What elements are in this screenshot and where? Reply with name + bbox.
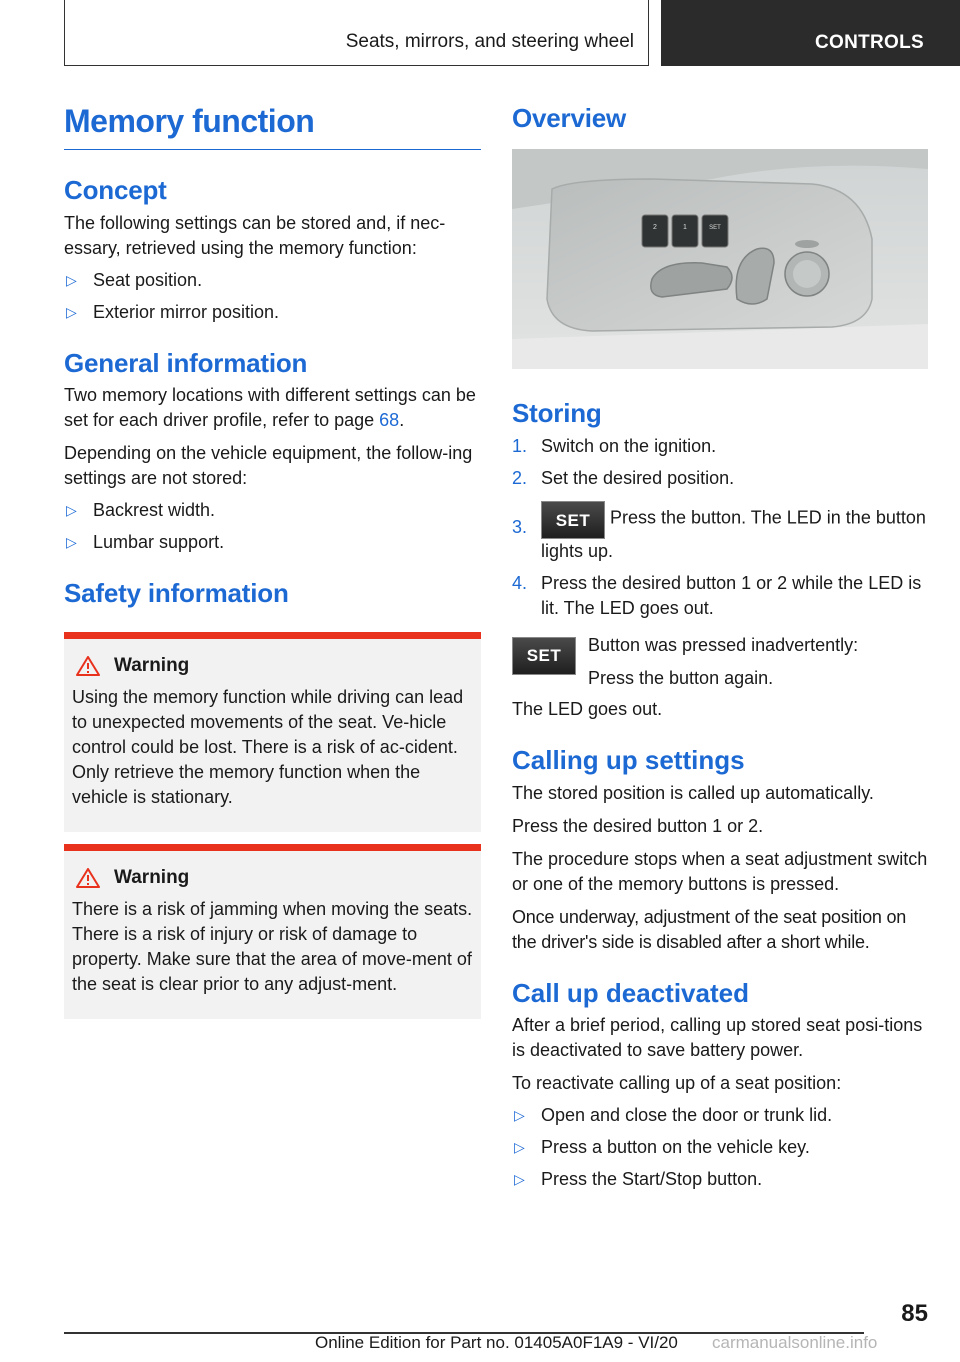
header-chapter-title: CONTROLS — [815, 32, 925, 53]
warning-box — [64, 844, 481, 1019]
calling-p1: The stored position is called up automatically. — [512, 782, 874, 803]
list-item: ▷ Backrest width. — [64, 498, 481, 523]
storing-steps — [512, 434, 928, 621]
header-section-title: Seats, mirrors, and steering wheel — [345, 31, 634, 52]
triangle-bullet-icon: ▷ — [66, 534, 77, 551]
warning-box — [64, 632, 481, 832]
left-column — [64, 98, 481, 1019]
calling-p4: Once underway, adjustment of the seat position on the driver's side is disabled after a short while. — [512, 906, 907, 952]
set-button-icon: SET — [541, 501, 605, 539]
deactivated-list — [512, 1103, 928, 1192]
triangle-bullet-icon: ▷ — [514, 1107, 525, 1124]
list-item: 4. Press the desired button 1 or 2 while the LED is lit. The LED goes out. — [512, 573, 922, 619]
deactivated-p2: To reactivate calling up of a seat position: — [512, 1073, 842, 1094]
storing-heading: Storing — [512, 397, 602, 428]
warning-label: Warning — [114, 654, 190, 676]
photo-button-1: 1 — [683, 223, 687, 231]
edition-text: Online Edition for Part no. 01405A0F1A9 - VI/20 — [315, 1333, 678, 1352]
list-item: 2. Set the desired position. — [512, 468, 735, 489]
warning-text: Using the memory function while driving can lead to unexpected movements of the seat. Ve-hicle control could be lost. There is a risk of ac-cident. Only retrieve the memory function when the vehicle is stationary. — [72, 686, 464, 807]
calling-heading: Calling up settings — [512, 745, 745, 776]
note-pressed: Button was pressed inadvertently: — [588, 635, 859, 656]
photo-button-2: 2 — [653, 223, 657, 231]
warning-header — [72, 655, 473, 677]
page-link[interactable]: 68 — [379, 410, 400, 431]
warning-triangle-icon — [76, 656, 100, 676]
overview-heading: Overview — [512, 103, 627, 133]
triangle-bullet-icon: ▷ — [66, 502, 77, 519]
warning-triangle-icon — [76, 868, 100, 888]
triangle-bullet-icon: ▷ — [66, 271, 77, 288]
concept-heading: Concept — [64, 175, 167, 206]
triangle-bullet-icon: ▷ — [514, 1171, 525, 1188]
general-list — [64, 498, 481, 555]
photo-button-set: SET — [709, 224, 721, 231]
general-heading: General information — [64, 347, 308, 378]
list-item: ▷ Open and close the door or trunk lid. — [512, 1103, 928, 1128]
seat-controls-photo — [512, 149, 928, 369]
list-item: ▷ Press the Start/Stop button. — [512, 1167, 928, 1192]
triangle-bullet-icon: ▷ — [514, 1139, 525, 1156]
deactivated-heading: Call up deactivated — [512, 977, 749, 1008]
watermark-text: carmanualsonline.info — [712, 1333, 878, 1352]
set-button-icon: SET — [512, 637, 576, 675]
page-title: Memory function — [64, 98, 481, 150]
right-column — [512, 98, 928, 1192]
list-item: ▷ Press a button on the vehicle key. — [512, 1135, 928, 1160]
calling-p3: The procedure stops when a seat adjustment switch or one of the memory buttons is pressed. — [512, 848, 928, 894]
safety-heading: Safety information — [64, 578, 289, 609]
triangle-bullet-icon: ▷ — [66, 303, 77, 320]
deactivated-p1: After a brief period, calling up stored seat posi-tions is deactivated to save battery power. — [512, 1015, 923, 1061]
header-chapter-box — [661, 0, 960, 66]
note-led-out: The LED goes out. — [512, 699, 663, 720]
warning-label: Warning — [114, 866, 190, 888]
note-press-again: Press the button again. — [588, 668, 774, 689]
page-number: 85 — [901, 1300, 928, 1327]
warning-header — [72, 867, 473, 889]
header-section-box — [64, 0, 649, 66]
calling-p2: Press the desired button 1 or 2. — [512, 815, 764, 836]
inadvertent-note — [512, 633, 928, 691]
list-item: ▷ Lumbar support. — [64, 530, 481, 555]
list-item: 1. Switch on the ignition. — [512, 436, 717, 457]
general-p2: Depending on the vehicle equipment, the follow-ing settings are not stored: — [64, 443, 473, 489]
concept-list — [64, 268, 481, 325]
list-item: ▷ Seat position. — [64, 268, 481, 293]
general-p1: Two memory locations with different settings can be set for each driver profile, refer to page 68. — [64, 385, 476, 431]
seat-panel-illustration — [512, 149, 928, 369]
warning-text: There is a risk of jamming when moving the seats. There is a risk of injury or risk of damage to property. Make sure that the area of move-ment of the seat is clear prior to any adjust-ment. — [72, 898, 473, 994]
list-item: ▷ Exterior mirror position. — [64, 300, 481, 325]
concept-intro: The following settings can be stored and, if nec-essary, retrieved using the memory function: — [64, 212, 446, 258]
list-item: 3. SET Press the button. The LED in the button lights up. — [512, 501, 928, 564]
